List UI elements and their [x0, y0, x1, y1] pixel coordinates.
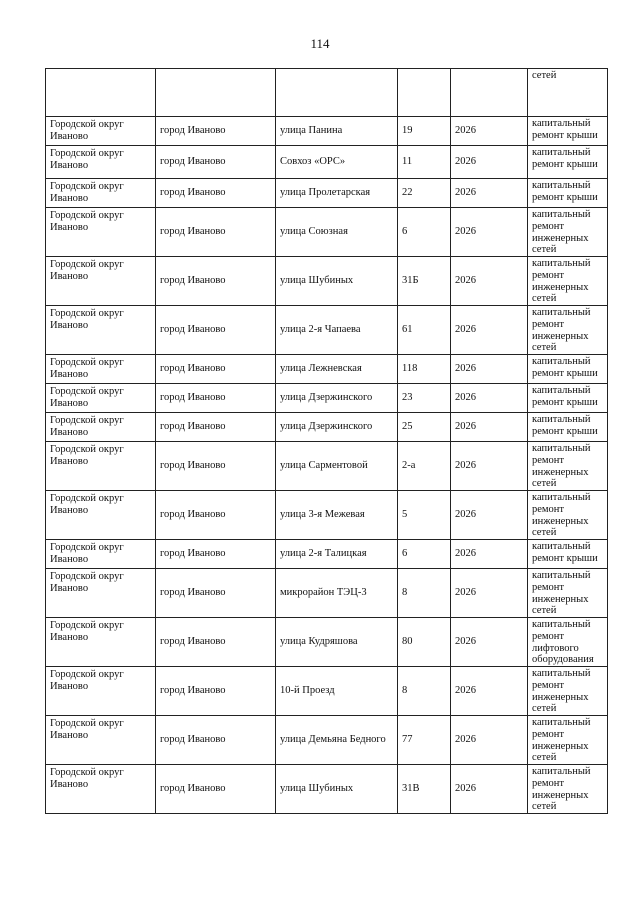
year-cell: 2026: [451, 491, 528, 540]
year-cell: 2026: [451, 179, 528, 208]
work-type-cell: капитальный ремонт инженерных сетей: [528, 257, 608, 306]
table-row: [46, 667, 608, 716]
house-cell: 31Б: [398, 257, 451, 306]
house-cell: 8: [398, 667, 451, 716]
street-cell: улица Дзержинского: [276, 413, 398, 442]
city-cell: город Иваново: [156, 306, 276, 355]
year-cell: 2026: [451, 146, 528, 179]
continuation-row: [46, 69, 608, 117]
year-cell: 2026: [451, 442, 528, 491]
year-cell: 2026: [451, 208, 528, 257]
city-cell: город Иваново: [156, 765, 276, 814]
page-number: 114: [310, 36, 330, 51]
street-cell: улица Дзержинского: [276, 384, 398, 413]
empty-cell: [276, 69, 398, 117]
street-cell: улица Кудряшова: [276, 618, 398, 667]
city-cell: город Иваново: [156, 413, 276, 442]
city-cell: город Иваново: [156, 355, 276, 384]
city-cell: город Иваново: [156, 179, 276, 208]
district-cell: Городской округ Иваново: [46, 208, 156, 257]
street-cell: улица Панина: [276, 117, 398, 146]
table-row: [46, 540, 608, 569]
city-cell: город Иваново: [156, 491, 276, 540]
empty-cell: [398, 69, 451, 117]
work-type-cell: капитальный ремонт крыши: [528, 117, 608, 146]
district-cell: Городской округ Иваново: [46, 306, 156, 355]
year-cell: 2026: [451, 618, 528, 667]
table-row: [46, 179, 608, 208]
work-type-cell: капитальный ремонт лифтового оборудования: [528, 618, 608, 667]
city-cell: город Иваново: [156, 540, 276, 569]
house-cell: 2-а: [398, 442, 451, 491]
table-row: [46, 569, 608, 618]
house-cell: 6: [398, 208, 451, 257]
district-cell: Городской округ Иваново: [46, 384, 156, 413]
work-type-cell: капитальный ремонт инженерных сетей: [528, 569, 608, 618]
district-cell: Городской округ Иваново: [46, 355, 156, 384]
work-type-cell: капитальный ремонт инженерных сетей: [528, 306, 608, 355]
work-type-cell: капитальный ремонт инженерных сетей: [528, 491, 608, 540]
house-cell: 31В: [398, 765, 451, 814]
city-cell: город Иваново: [156, 146, 276, 179]
work-type-cell: капитальный ремонт инженерных сетей: [528, 716, 608, 765]
work-type-cell: капитальный ремонт крыши: [528, 179, 608, 208]
house-cell: 5: [398, 491, 451, 540]
house-cell: 118: [398, 355, 451, 384]
street-cell: улица 2-я Талицкая: [276, 540, 398, 569]
year-cell: 2026: [451, 384, 528, 413]
street-cell: Совхоз «ОРС»: [276, 146, 398, 179]
table-row: [46, 442, 608, 491]
district-cell: Городской округ Иваново: [46, 667, 156, 716]
district-cell: Городской округ Иваново: [46, 442, 156, 491]
work-type-cell: капитальный ремонт крыши: [528, 146, 608, 179]
empty-cell: [46, 69, 156, 117]
district-cell: Городской округ Иваново: [46, 765, 156, 814]
city-cell: город Иваново: [156, 716, 276, 765]
house-cell: 25: [398, 413, 451, 442]
city-cell: город Иваново: [156, 257, 276, 306]
house-cell: 6: [398, 540, 451, 569]
table-row: [46, 355, 608, 384]
street-cell: улица Пролетарская: [276, 179, 398, 208]
house-cell: 19: [398, 117, 451, 146]
district-cell: Городской округ Иваново: [46, 413, 156, 442]
district-cell: Городской округ Иваново: [46, 257, 156, 306]
work-type-cell: капитальный ремонт инженерных сетей: [528, 667, 608, 716]
work-type-cell: капитальный ремонт крыши: [528, 413, 608, 442]
table-row: [46, 716, 608, 765]
house-cell: 77: [398, 716, 451, 765]
year-cell: 2026: [451, 257, 528, 306]
city-cell: город Иваново: [156, 384, 276, 413]
table-row: [46, 257, 608, 306]
district-cell: Городской округ Иваново: [46, 716, 156, 765]
work-type-cell: капитальный ремонт инженерных сетей: [528, 765, 608, 814]
district-cell: Городской округ Иваново: [46, 540, 156, 569]
city-cell: город Иваново: [156, 117, 276, 146]
district-cell: Городской округ Иваново: [46, 179, 156, 208]
table-row: [46, 765, 608, 814]
district-cell: Городской округ Иваново: [46, 491, 156, 540]
table-row: [46, 146, 608, 179]
year-cell: 2026: [451, 569, 528, 618]
work-type-cell: капитальный ремонт крыши: [528, 540, 608, 569]
district-cell: Городской округ Иваново: [46, 569, 156, 618]
year-cell: 2026: [451, 765, 528, 814]
street-cell: улица 2-я Чапаева: [276, 306, 398, 355]
year-cell: 2026: [451, 355, 528, 384]
table-row: [46, 413, 608, 442]
street-cell: микрорайон ТЭЦ-3: [276, 569, 398, 618]
city-cell: город Иваново: [156, 442, 276, 491]
year-cell: 2026: [451, 117, 528, 146]
street-cell: улица Шубиных: [276, 765, 398, 814]
street-cell: улица Шубиных: [276, 257, 398, 306]
city-cell: город Иваново: [156, 618, 276, 667]
city-cell: город Иваново: [156, 569, 276, 618]
year-cell: 2026: [451, 716, 528, 765]
table-row: [46, 618, 608, 667]
year-cell: 2026: [451, 540, 528, 569]
street-cell: улица Демьяна Бедного: [276, 716, 398, 765]
table-row: [46, 384, 608, 413]
table-row: [46, 491, 608, 540]
work-type-cell: капитальный ремонт крыши: [528, 384, 608, 413]
table-row: [46, 208, 608, 257]
house-cell: 22: [398, 179, 451, 208]
work-type-cell: капитальный ремонт крыши: [528, 355, 608, 384]
house-cell: 61: [398, 306, 451, 355]
house-cell: 8: [398, 569, 451, 618]
street-cell: улица Сарментовой: [276, 442, 398, 491]
work-type-cell: сетей: [528, 69, 608, 117]
street-cell: улица Лежневская: [276, 355, 398, 384]
repair-schedule-table: [45, 68, 608, 814]
city-cell: город Иваново: [156, 208, 276, 257]
district-cell: Городской округ Иваново: [46, 618, 156, 667]
city-cell: город Иваново: [156, 667, 276, 716]
year-cell: 2026: [451, 667, 528, 716]
year-cell: 2026: [451, 306, 528, 355]
empty-cell: [156, 69, 276, 117]
table-row: [46, 117, 608, 146]
house-cell: 11: [398, 146, 451, 179]
district-cell: Городской округ Иваново: [46, 117, 156, 146]
district-cell: Городской округ Иваново: [46, 146, 156, 179]
table-row: [46, 306, 608, 355]
street-cell: улица Союзная: [276, 208, 398, 257]
house-cell: 80: [398, 618, 451, 667]
street-cell: 10-й Проезд: [276, 667, 398, 716]
street-cell: улица 3-я Межевая: [276, 491, 398, 540]
empty-cell: [451, 69, 528, 117]
work-type-cell: капитальный ремонт инженерных сетей: [528, 208, 608, 257]
house-cell: 23: [398, 384, 451, 413]
work-type-cell: капитальный ремонт инженерных сетей: [528, 442, 608, 491]
year-cell: 2026: [451, 413, 528, 442]
